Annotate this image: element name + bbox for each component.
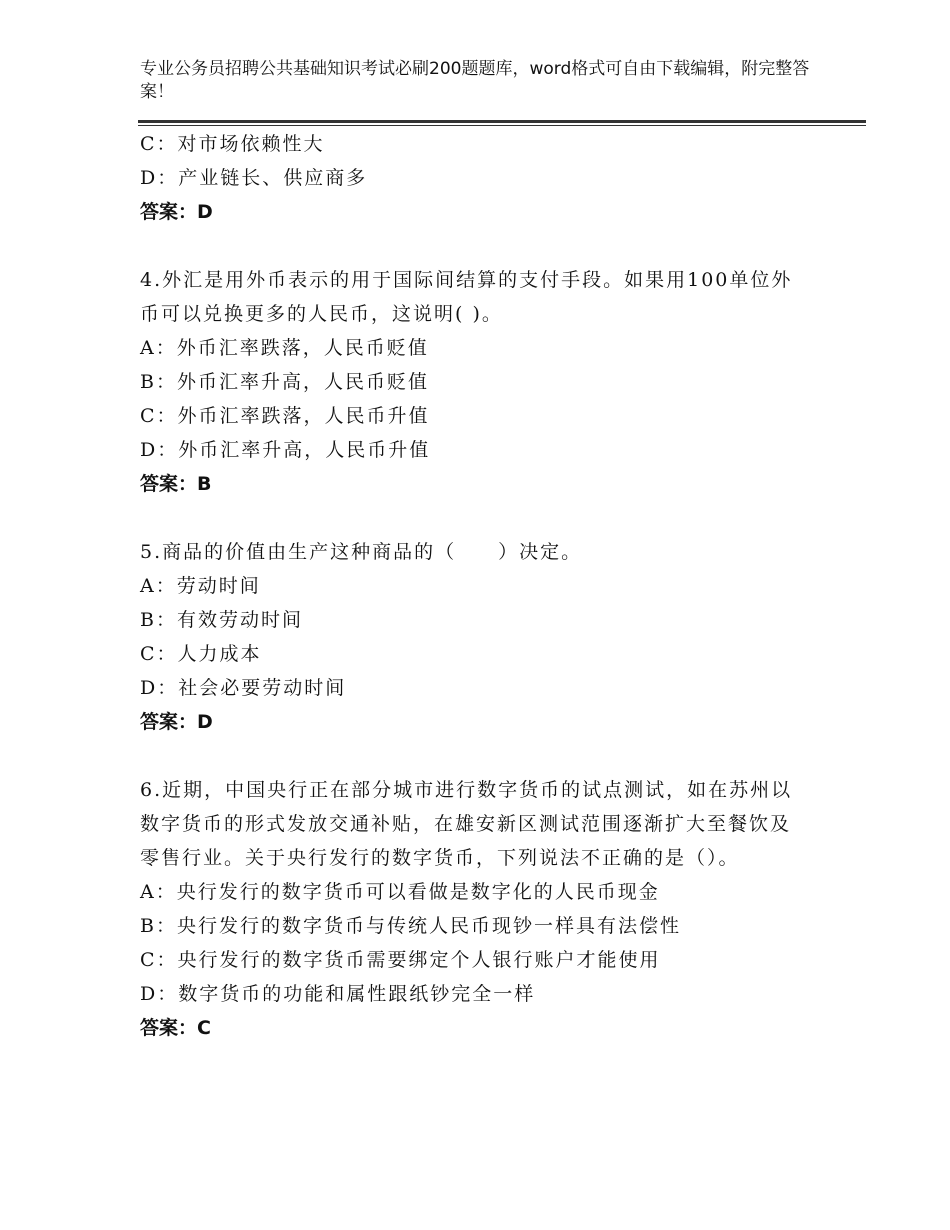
option-a: A：央行发行的数字货币可以看做是数字化的人民币现金 — [140, 881, 660, 903]
option-d: D：数字货币的功能和属性跟纸钞完全一样 — [140, 983, 536, 1005]
option-b: B：外币汇率升高，人民币贬值 — [140, 371, 429, 393]
option-d: D：社会必要劳动时间 — [140, 677, 347, 699]
question-stem: 5.商品的价值由生产这种商品的（ ）决定。 — [140, 541, 583, 563]
spacer — [140, 229, 800, 263]
answer-line: 答案：B — [140, 473, 212, 495]
document-body — [140, 127, 800, 1045]
header-rule-thick — [138, 120, 866, 123]
answer-line: 答案：C — [140, 1017, 211, 1039]
question-stem: 6.近期，中国央行正在部分城市进行数字货币的试点测试，如在苏州以数字货币的形式发放交通补贴，在雄安新区测试范围逐渐扩大至餐饮及零售行业。关于央行发行的数字货币，下列说法不正确的是（）。 — [140, 779, 793, 869]
option-c: C：对市场依赖性大 — [140, 133, 325, 155]
answer-line: 答案：D — [140, 201, 213, 223]
answer-line: 答案：D — [140, 711, 213, 733]
option-c: C：央行发行的数字货币需要绑定个人银行账户才能使用 — [140, 949, 661, 971]
option-a: A：外币汇率跌落，人民币贬值 — [140, 337, 429, 359]
question-6 — [140, 773, 800, 1045]
option-c: C：人力成本 — [140, 643, 262, 665]
option-b: B：有效劳动时间 — [140, 609, 303, 631]
option-b: B：央行发行的数字货币与传统人民币现钞一样具有法偿性 — [140, 915, 681, 937]
question-4 — [140, 263, 800, 501]
option-a: A：劳动时间 — [140, 575, 261, 597]
option-d: D：产业链长、供应商多 — [140, 167, 368, 189]
question-5 — [140, 535, 800, 739]
page-header: 专业公务员招聘公共基础知识考试必刷200题题库，word格式可自由下载编辑，附完整答案！ — [140, 59, 810, 102]
spacer — [140, 739, 800, 773]
option-d: D：外币汇率升高，人民币升值 — [140, 439, 431, 461]
question-block-3-continued — [140, 127, 800, 229]
spacer — [140, 501, 800, 535]
question-stem: 4.外汇是用外币表示的用于国际间结算的支付手段。如果用100单位外币可以兑换更多的人民币，这说明( )。 — [140, 269, 793, 325]
option-c: C：外币汇率跌落，人民币升值 — [140, 405, 430, 427]
header-rule-thin — [138, 125, 866, 126]
